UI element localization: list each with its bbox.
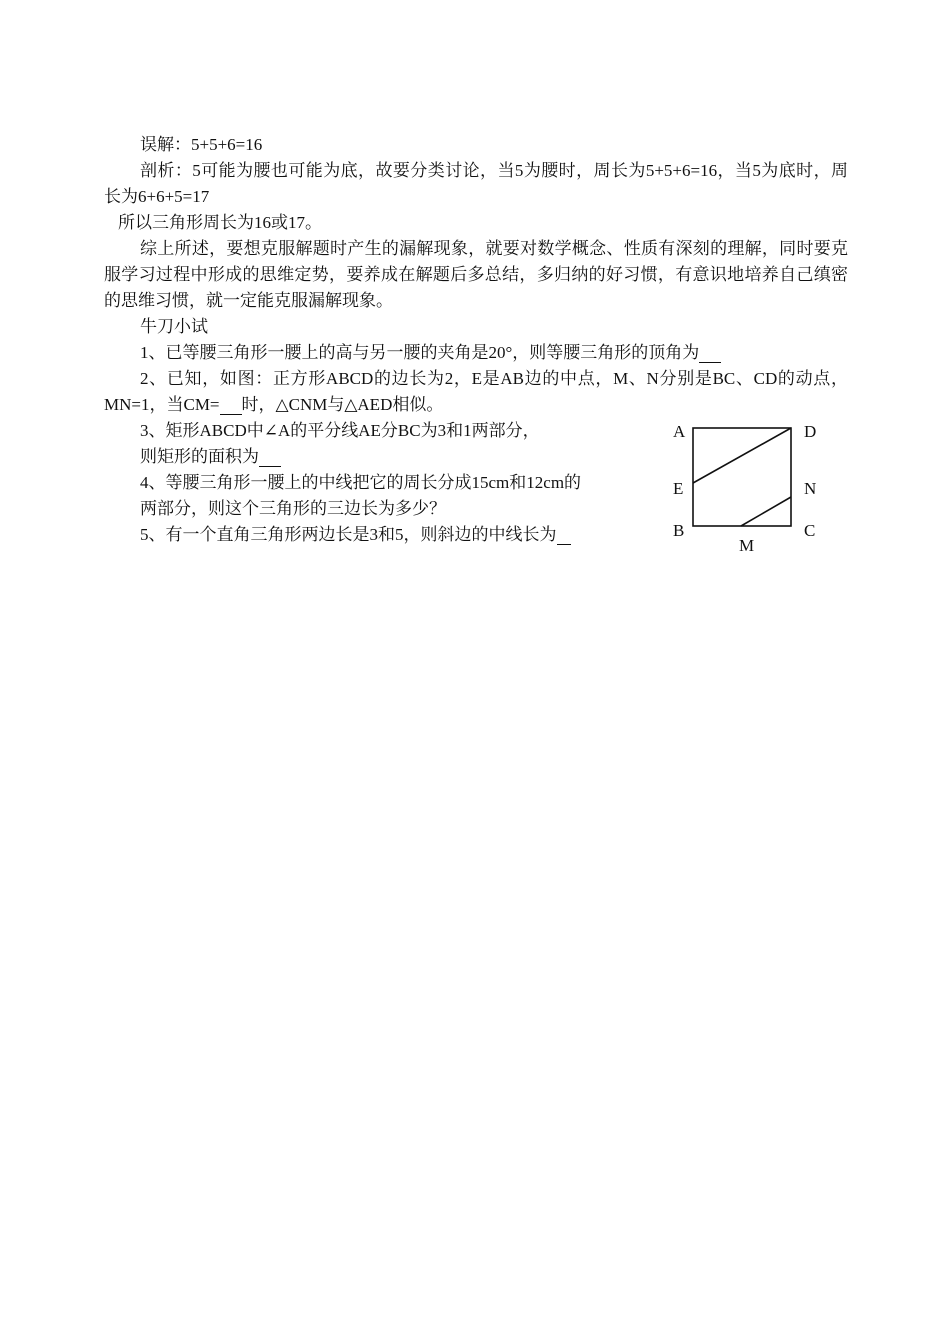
question-5-blank — [557, 526, 571, 545]
question-3-blank — [259, 448, 281, 467]
analysis-paragraph: 剖析：5可能为腰也可能为底，故要分类讨论，当5为腰时，周长为5+5+6=16，当5为底时，周长为6+6+5=17 — [104, 161, 848, 206]
question-1 — [104, 340, 848, 366]
question-2-text-b: 时，△CNM与△AED相似。 — [241, 395, 444, 414]
label-n: N — [804, 479, 817, 498]
question-3-line-1: 3、矩形ABCD中∠A的平分线AE分BC为3和1两部分， — [140, 421, 540, 440]
label-e: E — [673, 479, 684, 498]
question-5-text: 5、有一个直角三角形两边长是3和5，则斜边的中线长为 — [140, 525, 557, 544]
question-3-text: 则矩形的面积为 — [140, 447, 259, 466]
question-2 — [104, 366, 848, 418]
question-2-blank — [220, 396, 242, 415]
label-b: B — [673, 521, 685, 540]
analysis-conclusion: 所以三角形周长为16或17。 — [118, 213, 322, 232]
question-4-line-2: 两部分，则这个三角形的三边长为多少？ — [140, 499, 446, 518]
question-1-blank — [699, 344, 721, 363]
question-1-text: 1、已等腰三角形一腰上的高与另一腰的夹角是20°，则等腰三角形的顶角为 — [140, 343, 700, 362]
segment-mn — [741, 497, 791, 526]
square-abcd — [693, 428, 791, 526]
segment-ed — [693, 428, 791, 483]
question-4-line-1: 4、等腰三角形一腰上的中线把它的周长分成15cm和12cm的 — [140, 473, 582, 492]
question-2-text-a: 2、已知，如图：正方形ABCD的边长为2，E是AB边的中点，M、N分别是BC、CD的动点，MN=1，当CM= — [104, 369, 848, 414]
label-c: C — [804, 521, 816, 540]
summary-paragraph: 综上所述，要想克服解题时产生的漏解现象，就要对数学概念、性质有深刻的理解，同时要克服学习过程中形成的思维定势，要养成在解题后多总结，多归纳的好习惯，有意识地培养自己缜密的思维习惯，就一定能克服漏解现象。 — [104, 239, 848, 310]
wrong-solution: 误解：5+5+6=16 — [140, 135, 263, 154]
label-d: D — [804, 422, 817, 441]
label-m: M — [739, 536, 755, 555]
practice-title: 牛刀小试 — [140, 317, 208, 336]
label-a: A — [673, 422, 686, 441]
square-figure — [668, 418, 828, 558]
